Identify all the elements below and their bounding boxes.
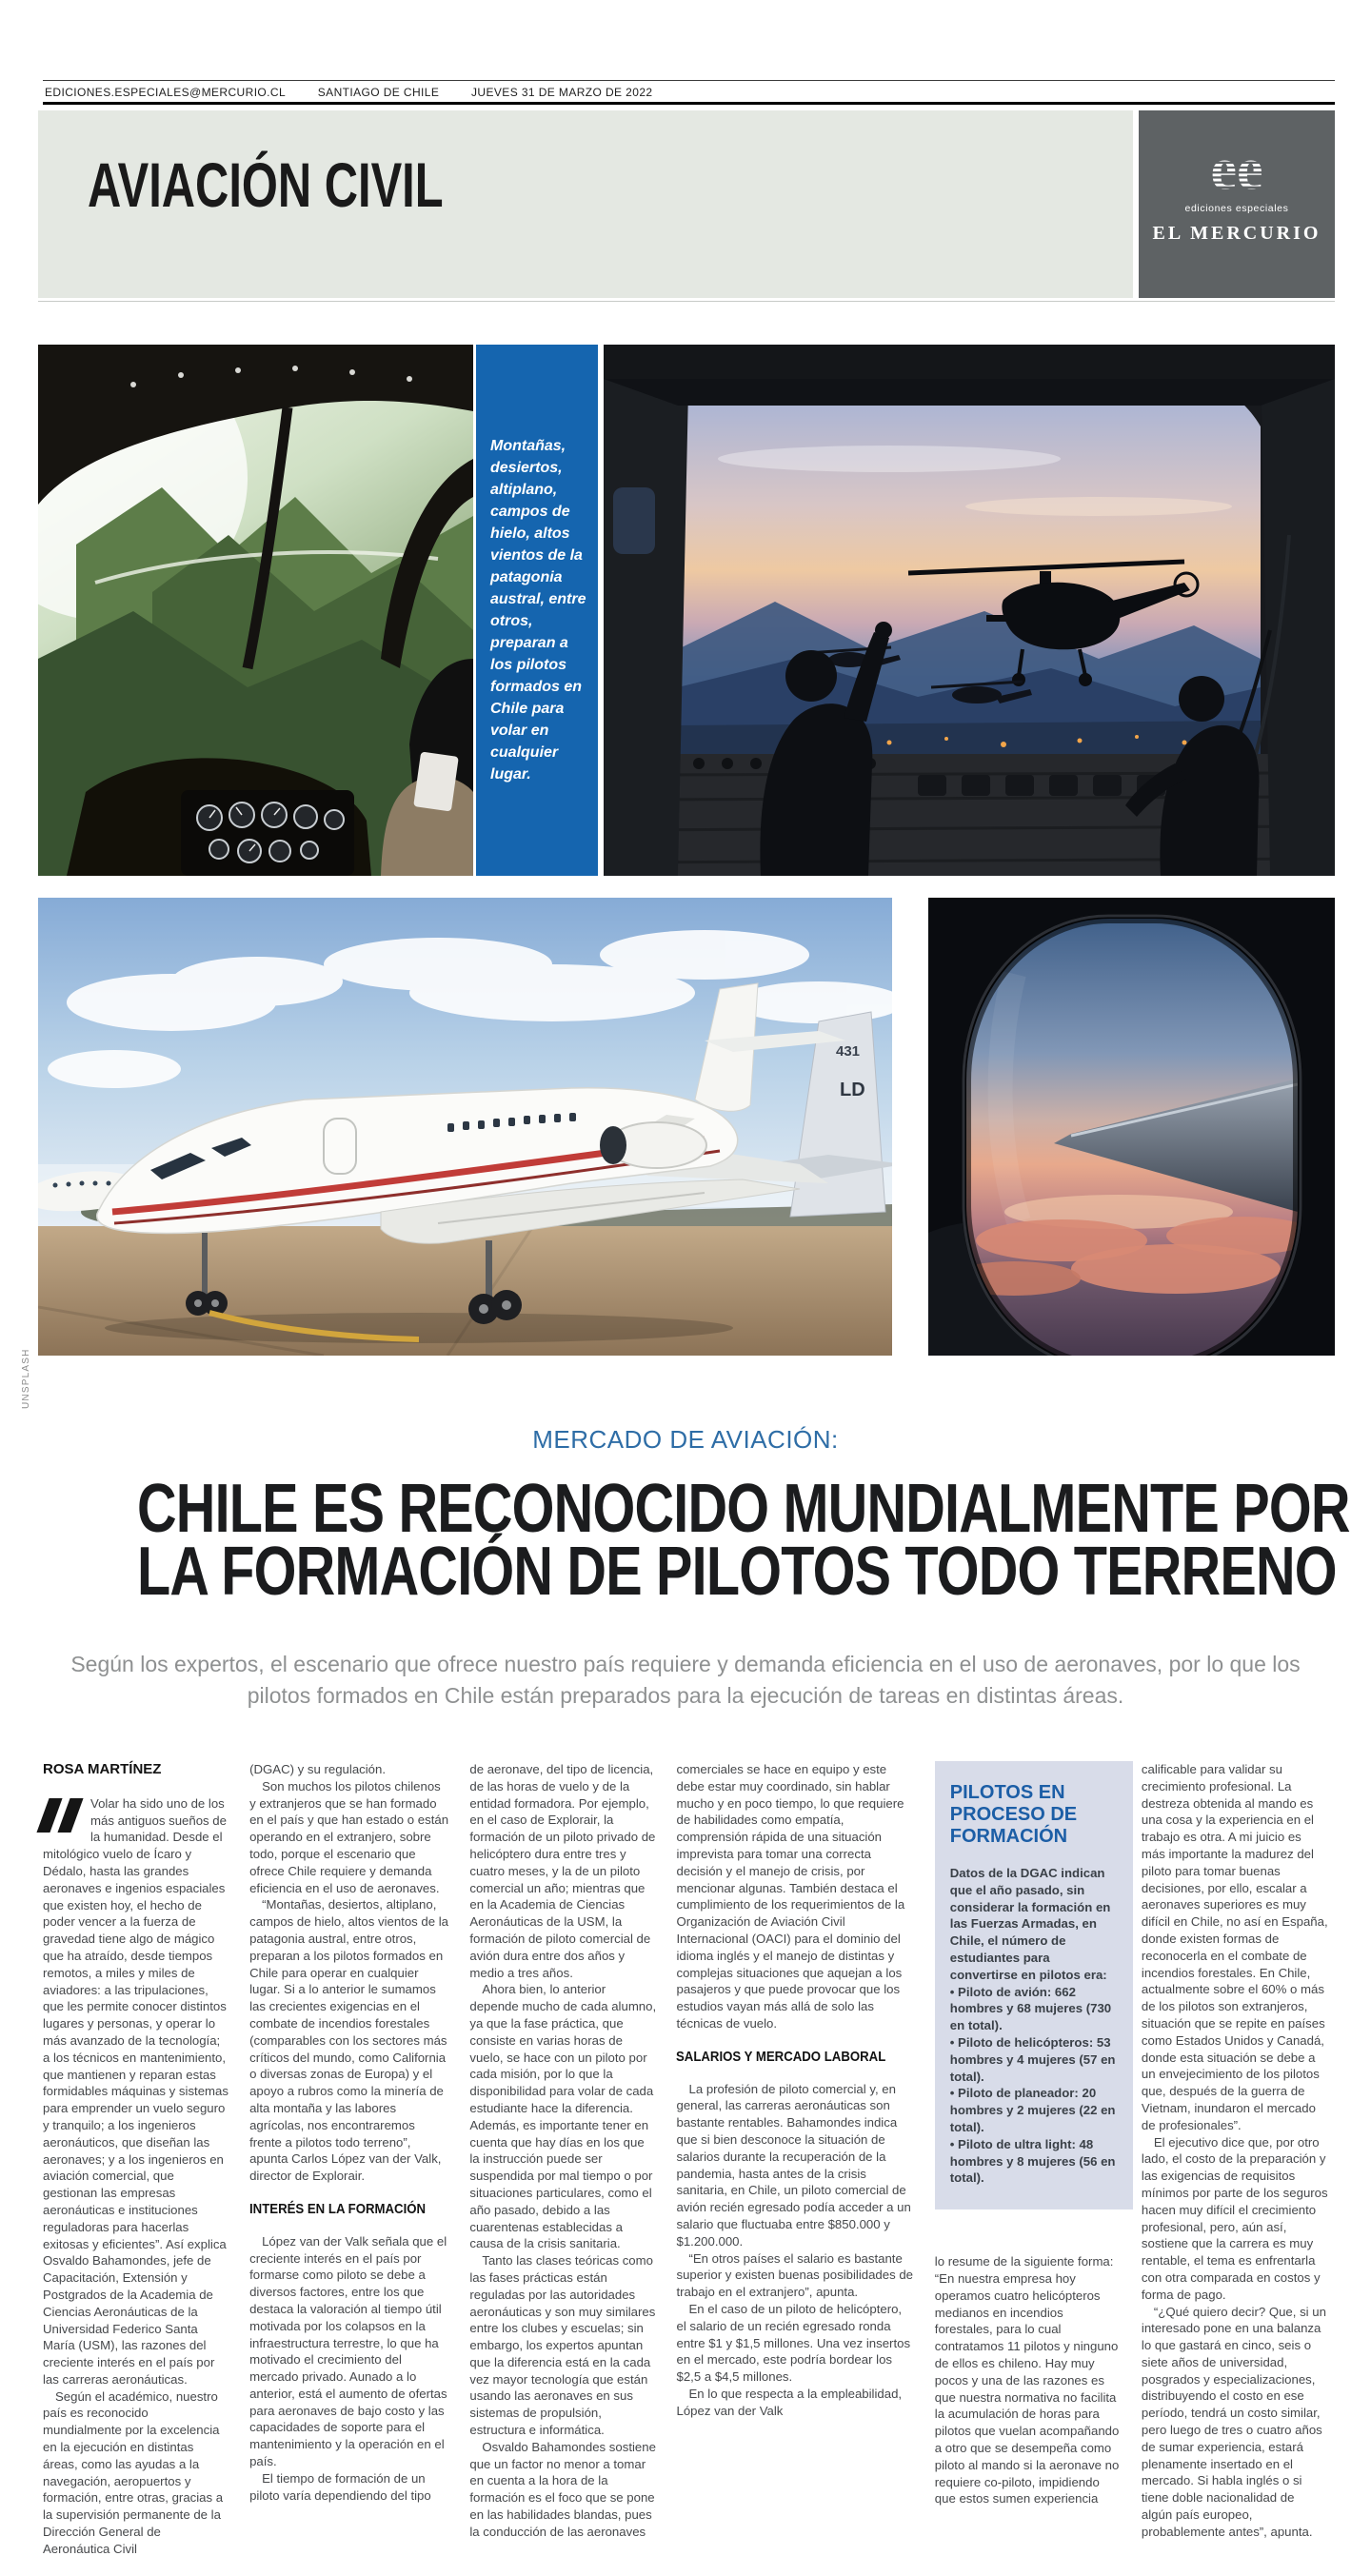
city-label: SANTIAGO DE CHILE (317, 86, 440, 99)
article-column-5 (935, 1761, 1122, 2558)
article-paragraph: Son muchos los pilotos chilenos y extranjeros que se han formado en el país y que han estado o están operando en el extranjero, sobre todo, porque el escenario que ofrece Chile requiere y demanda eficiencia en el uso de aeronaves. (249, 1778, 449, 1895)
byline: ROSA MARTÍNEZ (43, 1761, 162, 1777)
photo-caption: Montañas, desiertos, altiplano, campos de hielo, altos vientos de la patagonia austral, entre otros, preparan a los pilotos formados en Chile para volar en cualquier lugar. (490, 438, 586, 783)
section-title: AVIACIÓN CIVIL (88, 149, 444, 220)
section-masthead (38, 110, 1133, 298)
infobox-items (950, 1984, 1119, 2188)
article-paragraph: Según el académico, nuestro país es reconocido mundialmente por la excelencia en la ejecución en distintas áreas, como las ayudas a la navegación, aeropuertos y formación, entre otras, gracias a la supervisión permanente de la Dirección General de Aeronáutica Civil (43, 2388, 224, 2556)
infobox-item: • Piloto de avión: 662 hombres y 68 mujeres (730 en total). (949, 1984, 1112, 2033)
masthead-underline (38, 301, 1335, 302)
column-subhead: INTERÉS EN LA FORMACIÓN (249, 2200, 427, 2217)
article-paragraph: “Montañas, desiertos, altiplano, campos de hielo, altos vientos de la patagonia austral, entre otros, preparan a los pilotos formados en Chile para operar en cualquier lugar. Si a lo anterior le sumamos las crecientes exigencias en el combate de incendios forestales (comparables con los sectores más críticos del mundo, como California o diversas zonas de Europa) y el apoyo a rubros como la minería de alta montaña y las labores agrícolas, nos encontraremos frente a pilotos todo terreno”, apunta Carlos López van der Valk, director de Explorair. (249, 1897, 449, 2184)
article-paragraph: “¿Qué quiero decir? Que, si un interesado pone en una balanza lo que gastará en cinco, seis o siete años de universidad, posgrados y especializaciones, distribuyendo el costo en ese período, tendrá un costo similar, pero luego de tres o cuatro años de sumar experiencia, estará plenamente insertado en el mercado. Si habla inglés o si tiene doble nacionalidad de algún país europeo, probablemente antes”, apunta. (1141, 2304, 1326, 2539)
article-paragraph: (DGAC) y su regulación. (249, 1762, 387, 1776)
logo-name: EL MERCURIO (1152, 223, 1321, 244)
article-column-1 (43, 1761, 229, 2558)
date-label: JUEVES 31 DE MARZO DE 2022 (471, 86, 653, 99)
jet-illustration (38, 898, 892, 1356)
article-paragraph: lo resume de la siguiente forma: “En nuestra empresa hoy operamos cuatro helicópteros medianos en incendios forestales, para lo cual contratamos 11 pilotos y ninguno de ellos es chileno. Hay muy pocos y una de las razones es que nuestra normativa no facilita la acumulación de horas para pilotos que vuelan acompañando a otro que se desempeña como piloto al mando si la aeronave no requiere co-piloto, impidiendo que estos sumen experiencia (934, 2254, 1120, 2507)
pilots-infobox (935, 1761, 1133, 2209)
article-paragraph: calificable para validar su crecimiento profesional. La destreza obtenida al mando es una cosa y la experiencia en el trabajo es otra. A mi juicio es más importante la madurez del piloto para tomar buenas decisiones, por ello, escalar a aeronaves superiores es muy difícil en Chile, no así en España, donde existen formas de reconocerla en el combate de incendios forestales. En Chile, actualmente sobre el 60% o más de los pilotos son extranjeros, situación que se repite en países como Estados Unidos y Canadá, donde esta situación se debe a un envejecimiento de los pilotos que, después de la guerra de Vietnam, inundaron el mercado de profesionales”. (1141, 1762, 1328, 2132)
headline (0, 1471, 1371, 1610)
article-column-2 (249, 1761, 449, 2558)
topbar-divider (43, 102, 1335, 105)
article-paragraph: Tanto las clases teóricas como las fases prácticas están reguladas por las autoridades aeronáuticas y son muy similares entre los clubes y escuelas; sin embargo, los expertos apuntan que la diferencia está en la cada vez mayor tecnología que están usando las aeronaves en sus sistemas de propulsión, estructura e informática. (469, 2253, 656, 2438)
cockpit-illustration (38, 345, 473, 876)
airplane-window-photo (928, 898, 1335, 1356)
el-mercurio-logo (1139, 110, 1335, 298)
masthead-band (38, 110, 1335, 298)
tail-marking-ld: LD (840, 1080, 865, 1100)
military-helicopter-photo (604, 345, 1335, 876)
article-paragraph: de aeronave, del tipo de licencia, de las horas de vuelo y de la entidad formadora. Por ejemplo, en el caso de Explorair, la formación de un piloto privado de helicóptero dura entre tres y cuatro meses, y la de un piloto comercial un año; mientras que en la Academia de Ciencias Aeronáuticas de la USM, la formación de piloto comercial de avión dura entre dos años y medio a tres años. (469, 1762, 656, 1980)
headline-line-2: LA FORMACIÓN DE PILOTOS TODO TERRENO (137, 1534, 1337, 1610)
contact-email: EDICIONES.ESPECIALES@MERCURIO.CL (45, 86, 287, 99)
infobox-item: • Piloto de helicópteros: 53 hombres y 4 mujeres (57 en total). (949, 2034, 1116, 2084)
article-paragraph: La profesión de piloto comercial y, en general, las carreras aeronáuticas son bastante rentables. Bahamondes indica que si bien desconoce la situación de salarios durante la recuperación de la pandemia, hasta antes de la crisis sanitaria, en Chile, un piloto comercial de avión recién egresado podía acceder a un salario que fluctuaba entre $850.000 y $1.200.000. (676, 2081, 911, 2249)
ediciones-especiales-icon (1184, 139, 1289, 198)
article-paragraph: El ejecutivo dice que, por otro lado, el costo de la preparación y las exigencias de requisitos mínimos por parte de los seguros hacen muy difícil el crecimiento profesional, pero, aún así, sostiene que la carrera es muy rentable, el tema es enfrentarla con otra comparada en costos y forma de pago. (1141, 2134, 1328, 2302)
kicker: MERCADO DE AVIACIÓN: (532, 1425, 839, 1454)
article-paragraph: López van der Valk señala que el creciente interés en el país por formarse como piloto se debe a diversos factores, entre los que destaca la valoración al tiempo útil motivada por los colapsos en la infraestructura terrestre, lo que ha motivado el crecimiento del mercado privado. Aunado a lo anterior, está el aumento de ofertas para aeronaves de bajo costo y las capacidades de soporte para el mantenimiento y la operación en el país. (249, 2233, 447, 2469)
article-paragraph: comerciales se hace en equipo y este debe estar muy coordinado, sin hablar mucho y en poco tiempo, lo que requiere de habilidades como empatía, comprensión rápida de una situación imprevista para tomar una correcta decisión y el manejo de crisis, por mencionar algunas. También destaca el cumplimiento de los requerimientos de la Organización de Aviación Civil Internacional (OACI) para el dominio del idioma inglés y el manejo de distintas y complejas situaciones que aquejan a los pasajeros y que puede provocar que los estudios vayan más allá de solo las técnicas de vuelo. (676, 1762, 905, 2031)
infobox-title: PILOTOS EN PROCESO DE FORMACIÓN (949, 1782, 1078, 1847)
article-paragraph: El tiempo de formación de un piloto varía dependiendo del tipo (249, 2470, 431, 2503)
photo-credit: UNSPLASH (21, 1348, 31, 1409)
helicopter-illustration (604, 345, 1335, 876)
infobox-item: • Piloto de planeador: 20 hombres y 2 mujeres (22 en total). (949, 2086, 1116, 2134)
article-column-4 (676, 1761, 914, 2558)
infobox-item: • Piloto de ultra light: 48 hombres y 8 mujeres (56 en total). (949, 2136, 1116, 2186)
photo-caption-box (476, 345, 598, 876)
article-paragraph: En lo que respecta a la empleabilidad, López van der Valk (676, 2386, 903, 2418)
opening-quote-paragraph: Volar ha sido uno de los más antiguos sueños de la humanidad. Desde el mitológico vuelo de Ícaro y Dédalo, hasta las grandes aeronaves e ingenios espaciales que existen hoy, el hecho de poder vencer a la fuerza de gravedad tiene algo de mágico que ha atraído, desde tiempos remotos, a miles y miles de aviadores: a las tripulaciones, que les permite conocer distintos lugares y personas, y operar lo más avanzado de la tecnología; a los técnicos en mantenimiento, que mantienen y reparan estas formidables máquinas y sistemas para emprender un vuelo seguro y tranquilo; a los ingenieros aeronáuticos, que diseñan las aeronaves; y a los ingenieros en aviación comercial, que gestionan las empresas aeronáuticas e instituciones reguladoras para hacerlas exitosas y eficientes”. Así explica Osvaldo Bahamondes, jefe de Capacitación, Extensión y Postgrados de la Academia de Ciencias Aeronáuticas de la Universidad Federico Santa María (USM), las razones del creciente interés en el país por las carreras aeronáuticas. (43, 1795, 229, 2388)
infobox-intro: Datos de la DGAC indican que el año pasado, sin considerar la formación en las Fuerzas Armadas, en Chile, el número de estudiantes para convertirse en pilotos era: (949, 1866, 1111, 1982)
article-paragraph: Ahora bien, lo anterior depende mucho de cada alumno, ya que la fase práctica, que consiste en varias horas de vuelo, se hace con un piloto por cada misión, por lo que la disponibilidad para volar de cada estudiante hace la diferencia. Además, es importante tener en cuenta que hay días en los que la instrucción puede ser suspendida por mal tiempo o por situaciones particulares, como el año pasado, debido a las cuarentenas establecidas a causa de la crisis sanitaria. (469, 1982, 657, 2251)
quote-mark-icon (43, 1795, 90, 1838)
topbar (45, 86, 681, 99)
photo-collage (38, 345, 1335, 1356)
top-rule (43, 80, 1335, 81)
private-jet-photo (38, 898, 892, 1356)
article-body (43, 1761, 1328, 2558)
headline-line-1: CHILE ES RECONOCIDO MUNDIALMENTE POR (137, 1471, 1350, 1547)
svg-text:ee: ee (1210, 139, 1263, 198)
deck: Según los expertos, el escenario que ofrece nuestro país requiere y demanda eficiencia en el uso de aeronaves, por lo que los pilotos formados en Chile están preparados para la ejecución de tareas en distintas áreas. (70, 1652, 1301, 1708)
tail-marking-431: 431 (836, 1043, 861, 1060)
article-column-6 (1142, 1761, 1328, 2558)
logo-subtitle: ediciones especiales (1184, 203, 1289, 214)
article-paragraph: “En otros países el salario es bastante superior y existen buenas posibilidades de trabajo en el extranjero”, apunta. (676, 2250, 914, 2300)
helicopter-cockpit-photo (38, 345, 473, 876)
window-illustration (928, 898, 1335, 1356)
article-paragraph: Osvaldo Bahamondes sostiene que un factor no menor a tomar en cuenta a la hora de la formación es el foco que se pone en las habilidades blandas, pues la conducción de las aeronaves (469, 2439, 656, 2539)
article-column-3 (469, 1761, 656, 2558)
column-subhead: SALARIOS Y MERCADO LABORAL (676, 2048, 886, 2065)
article-paragraph: En el caso de un piloto de helicóptero, el salario de un recién egresado ronda entre $1 y $1,5 millones. Una vez insertos en el mercado, este podría bordear los $2,5 a $4,5 millones. (676, 2301, 911, 2385)
